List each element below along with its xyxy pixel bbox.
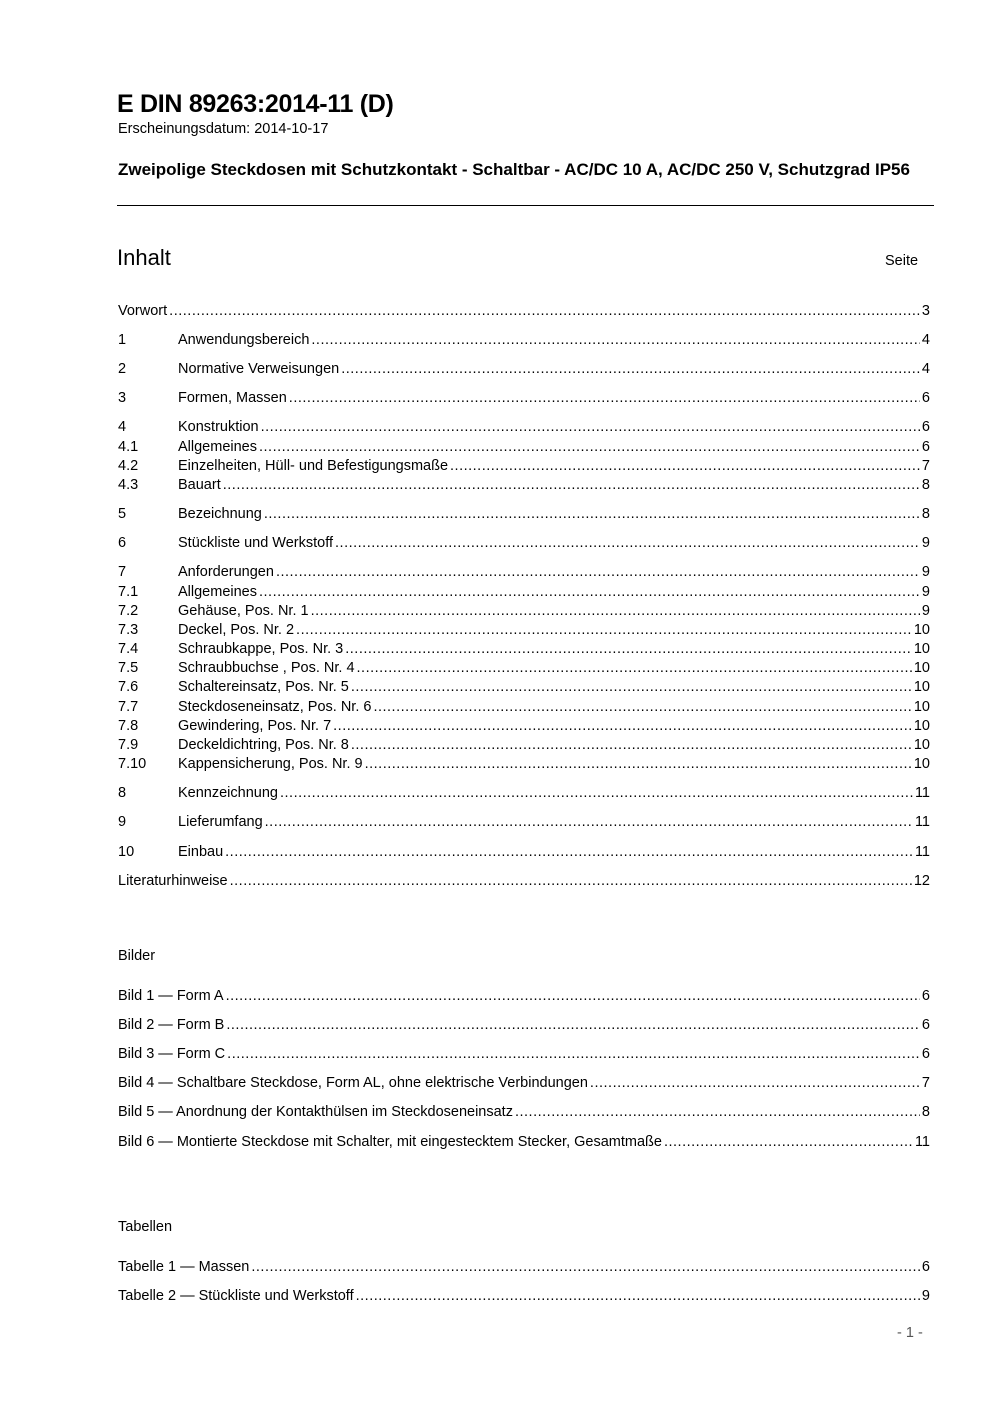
toc-entry[interactable] bbox=[118, 698, 930, 717]
toc-entry-label: Steckdoseneinsatz, Pos. Nr. 6 bbox=[178, 699, 372, 715]
toc-entry-number: 4 bbox=[118, 419, 127, 435]
toc-entry-label: Schraubkappe, Pos. Nr. 3 bbox=[178, 641, 344, 657]
leader-dots bbox=[335, 534, 920, 553]
leader-dots bbox=[261, 418, 920, 437]
figure-entry-page: 6 bbox=[921, 1017, 930, 1033]
toc-entry-label: Einzelheiten, Hüll- und Befestigungsmaße bbox=[178, 458, 449, 474]
toc-entry-page: 6 bbox=[921, 390, 930, 406]
toc-entry[interactable] bbox=[118, 602, 930, 621]
header-divider bbox=[117, 205, 934, 206]
toc-entry-page: 11 bbox=[914, 814, 930, 830]
figure-entry-label: Bild 3 — Form C bbox=[118, 1046, 226, 1062]
figure-entry[interactable] bbox=[118, 1045, 930, 1064]
toc-entry[interactable] bbox=[118, 360, 930, 379]
leader-dots bbox=[259, 438, 920, 457]
figure-entry-label: Bild 2 — Form B bbox=[118, 1017, 225, 1033]
toc-entry[interactable] bbox=[118, 813, 930, 832]
toc-entry[interactable] bbox=[118, 563, 930, 582]
publication-date: Erscheinungsdatum: 2014-10-17 bbox=[118, 121, 329, 137]
leader-dots bbox=[265, 813, 913, 832]
toc-entry[interactable] bbox=[118, 640, 930, 659]
leader-dots bbox=[311, 602, 920, 621]
leader-dots bbox=[276, 563, 920, 582]
toc-entry-number: 7.3 bbox=[118, 622, 139, 638]
toc-entry-number: 7.8 bbox=[118, 718, 139, 734]
toc-entry[interactable] bbox=[118, 389, 930, 408]
leader-dots bbox=[264, 505, 920, 524]
toc-entry-label: Deckeldichtring, Pos. Nr. 8 bbox=[178, 737, 349, 753]
leader-dots bbox=[259, 583, 920, 602]
table-entry-label: Tabelle 1 — Massen bbox=[118, 1259, 250, 1275]
toc-entry-page: 4 bbox=[921, 332, 930, 348]
toc-entry[interactable] bbox=[118, 717, 930, 736]
leader-dots bbox=[311, 331, 920, 350]
figure-entry-page: 11 bbox=[914, 1134, 930, 1150]
table-entry[interactable] bbox=[118, 1287, 930, 1306]
toc-entry-number: 7 bbox=[118, 564, 127, 580]
toc-entry-page: 3 bbox=[921, 303, 930, 319]
toc-entry-number: 7.10 bbox=[118, 756, 147, 772]
toc-entry-number: 4.1 bbox=[118, 439, 139, 455]
figure-entry[interactable] bbox=[118, 1103, 930, 1122]
toc-entry-label: Vorwort bbox=[118, 303, 168, 319]
toc-entry-label: Literaturhinweise bbox=[118, 873, 228, 889]
toc-entry-label: Kennzeichnung bbox=[178, 785, 278, 801]
toc-entry-label: Anwendungsbereich bbox=[178, 332, 310, 348]
toc-entry-page: 10 bbox=[913, 641, 930, 657]
leader-dots bbox=[226, 987, 920, 1006]
toc-entry[interactable] bbox=[118, 418, 930, 437]
leader-dots bbox=[333, 717, 912, 736]
leader-dots bbox=[356, 1287, 920, 1306]
toc-entry[interactable] bbox=[118, 476, 930, 495]
leader-dots bbox=[251, 1258, 920, 1277]
toc-entry[interactable] bbox=[118, 659, 930, 678]
toc-heading: Inhalt bbox=[117, 245, 171, 270]
toc-entry-label: Schraubbuchse , Pos. Nr. 4 bbox=[178, 660, 355, 676]
toc-entry[interactable] bbox=[118, 457, 930, 476]
toc-entry-page: 6 bbox=[921, 419, 930, 435]
toc-entry-label: Formen, Massen bbox=[178, 390, 287, 406]
toc-entry-page: 12 bbox=[913, 873, 930, 889]
toc-entry-number: 7.9 bbox=[118, 737, 139, 753]
leader-dots bbox=[365, 755, 912, 774]
toc-entry-number: 10 bbox=[118, 844, 135, 860]
leader-dots bbox=[225, 843, 913, 862]
toc-entry-page: 11 bbox=[914, 785, 930, 801]
toc-entry-page: 9 bbox=[921, 584, 930, 600]
toc-entry-page: 6 bbox=[921, 439, 930, 455]
leader-dots bbox=[664, 1133, 913, 1152]
figure-entry-label: Bild 1 — Form A bbox=[118, 988, 224, 1004]
figure-entry[interactable] bbox=[118, 1074, 930, 1093]
toc-entry-page: 9 bbox=[921, 564, 930, 580]
toc-entry-number: 2 bbox=[118, 361, 127, 377]
toc-entry[interactable] bbox=[118, 534, 930, 553]
table-entry-page: 6 bbox=[921, 1259, 930, 1275]
toc-page-column-label: Seite bbox=[885, 253, 919, 269]
toc-entry[interactable] bbox=[118, 872, 930, 891]
document-subject: Zweipolige Steckdosen mit Schutzkontakt - Schaltbar - AC/DC 10 A, AC/DC 250 V, Schutzgrad IP56 bbox=[118, 160, 910, 179]
toc-entry-number: 6 bbox=[118, 535, 127, 551]
figure-entry-page: 8 bbox=[921, 1104, 930, 1120]
toc-entry-label: Lieferumfang bbox=[178, 814, 263, 830]
table-entry[interactable] bbox=[118, 1258, 930, 1277]
toc-entry[interactable] bbox=[118, 302, 930, 321]
toc-entry-label: Stückliste und Werkstoff bbox=[178, 535, 334, 551]
figure-entry-page: 7 bbox=[921, 1075, 930, 1091]
leader-dots bbox=[289, 389, 920, 408]
leader-dots bbox=[296, 621, 912, 640]
toc-entry[interactable] bbox=[118, 784, 930, 803]
toc-entry-label: Normative Verweisungen bbox=[178, 361, 340, 377]
toc-entry-page: 9 bbox=[921, 535, 930, 551]
figure-entry-page: 6 bbox=[921, 988, 930, 1004]
leader-dots bbox=[226, 1016, 920, 1035]
toc-entry-page: 10 bbox=[913, 679, 930, 695]
toc-entry-label: Gewindering, Pos. Nr. 7 bbox=[178, 718, 332, 734]
toc-entry[interactable] bbox=[118, 438, 930, 457]
figure-entry[interactable] bbox=[118, 1133, 930, 1152]
toc-entry[interactable] bbox=[118, 843, 930, 862]
toc-entry-label: Einbau bbox=[178, 844, 224, 860]
table-entry-page: 9 bbox=[921, 1288, 930, 1304]
leader-dots bbox=[351, 736, 912, 755]
toc-entry-page: 8 bbox=[921, 477, 930, 493]
table-entry-label: Tabelle 2 — Stückliste und Werkstoff bbox=[118, 1288, 354, 1304]
toc-entry[interactable] bbox=[118, 331, 930, 350]
toc-entry-page: 4 bbox=[921, 361, 930, 377]
toc-entry-page: 10 bbox=[913, 699, 930, 715]
toc-entry-number: 7.6 bbox=[118, 679, 139, 695]
tables-heading: Tabellen bbox=[118, 1219, 173, 1235]
page-number: - 1 - bbox=[897, 1325, 923, 1341]
toc-entry-page: 8 bbox=[921, 506, 930, 522]
toc-entry-page: 10 bbox=[913, 756, 930, 772]
leader-dots bbox=[590, 1074, 920, 1093]
figure-entry-page: 6 bbox=[921, 1046, 930, 1062]
leader-dots bbox=[230, 872, 912, 891]
toc-entry-label: Bezeichnung bbox=[178, 506, 262, 522]
toc-entry[interactable] bbox=[118, 736, 930, 755]
figure-entry-label: Bild 6 — Montierte Steckdose mit Schalter, mit eingestecktem Stecker, Gesamtmaße bbox=[118, 1134, 662, 1150]
toc-entry-number: 3 bbox=[118, 390, 127, 406]
leader-dots bbox=[450, 457, 920, 476]
toc-entry-number: 1 bbox=[118, 332, 127, 348]
toc-entry-number: 7.5 bbox=[118, 660, 139, 676]
figure-entry-label: Bild 5 — Anordnung der Kontakthülsen im Steckdoseneinsatz bbox=[118, 1104, 513, 1120]
toc-entry-number: 4.2 bbox=[118, 458, 139, 474]
document-title: E DIN 89263:2014-11 (D) bbox=[117, 90, 394, 118]
toc-entry-label: Allgemeines bbox=[178, 584, 257, 600]
figure-entry[interactable] bbox=[118, 987, 930, 1006]
toc-entry-page: 10 bbox=[913, 737, 930, 753]
leader-dots bbox=[280, 784, 913, 803]
toc-entry-number: 7.7 bbox=[118, 699, 139, 715]
leader-dots bbox=[169, 302, 920, 321]
toc-entry-label: Kappensicherung, Pos. Nr. 9 bbox=[178, 756, 363, 772]
toc-entry[interactable] bbox=[118, 678, 930, 697]
toc-entry-page: 9 bbox=[921, 603, 930, 619]
leader-dots bbox=[227, 1045, 920, 1064]
toc-entry-label: Anforderungen bbox=[178, 564, 274, 580]
leader-dots bbox=[357, 659, 912, 678]
toc-entry-label: Schaltereinsatz, Pos. Nr. 5 bbox=[178, 679, 349, 695]
figures-heading: Bilder bbox=[118, 948, 156, 964]
toc-entry-number: 5 bbox=[118, 506, 127, 522]
toc-entry-number: 9 bbox=[118, 814, 127, 830]
leader-dots bbox=[515, 1103, 920, 1122]
figure-entry-label: Bild 4 — Schaltbare Steckdose, Form AL, ohne elektrische Verbindungen bbox=[118, 1075, 588, 1091]
toc-entry-number: 7.2 bbox=[118, 603, 139, 619]
toc-entry[interactable] bbox=[118, 505, 930, 524]
toc-entry[interactable] bbox=[118, 583, 930, 602]
leader-dots bbox=[345, 640, 912, 659]
toc-entry[interactable] bbox=[118, 621, 930, 640]
toc-entry-label: Bauart bbox=[178, 477, 221, 493]
leader-dots bbox=[341, 360, 920, 379]
leader-dots bbox=[373, 698, 911, 717]
toc-entry-number: 8 bbox=[118, 785, 127, 801]
toc-entry-label: Konstruktion bbox=[178, 419, 259, 435]
toc-entry-number: 7.1 bbox=[118, 584, 139, 600]
toc-entry[interactable] bbox=[118, 755, 930, 774]
toc-entry-label: Allgemeines bbox=[178, 439, 257, 455]
toc-entry-label: Deckel, Pos. Nr. 2 bbox=[178, 622, 295, 638]
toc-entry-page: 10 bbox=[913, 622, 930, 638]
figure-entry[interactable] bbox=[118, 1016, 930, 1035]
toc-entry-page: 10 bbox=[913, 660, 930, 676]
toc-entry-page: 7 bbox=[921, 458, 930, 474]
toc-entry-page: 10 bbox=[913, 718, 930, 734]
toc-entry-label: Gehäuse, Pos. Nr. 1 bbox=[178, 603, 309, 619]
toc-entry-page: 11 bbox=[914, 844, 930, 860]
toc-entry-number: 7.4 bbox=[118, 641, 139, 657]
toc-entry-number: 4.3 bbox=[118, 477, 139, 493]
leader-dots bbox=[351, 678, 912, 697]
leader-dots bbox=[223, 476, 920, 495]
